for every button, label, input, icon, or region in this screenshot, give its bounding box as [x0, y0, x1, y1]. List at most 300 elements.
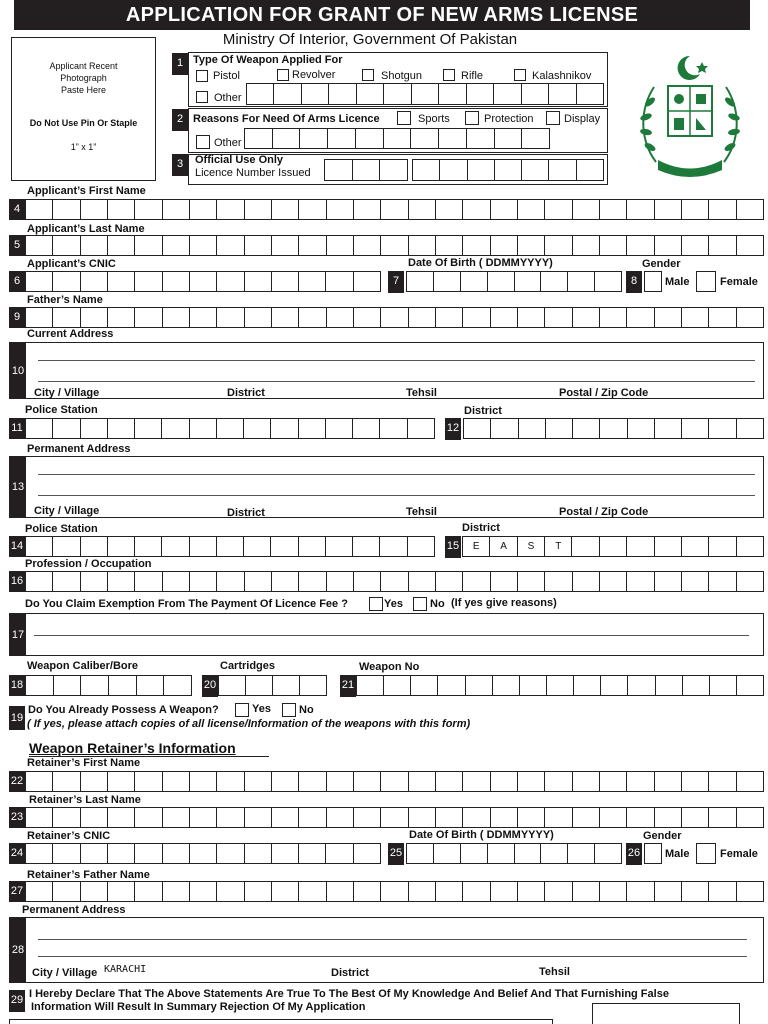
char-cell[interactable]	[627, 308, 654, 327]
char-cell[interactable]	[655, 572, 682, 591]
retainer-first-name-input[interactable]	[25, 771, 764, 792]
char-cell[interactable]	[436, 200, 463, 219]
weapon-no-input[interactable]	[356, 675, 764, 696]
char-cell[interactable]	[600, 419, 627, 438]
char-cell[interactable]	[463, 808, 490, 827]
char-cell[interactable]	[682, 772, 709, 791]
cartridges-input[interactable]	[218, 675, 327, 696]
char-cell[interactable]	[81, 537, 108, 556]
char-cell[interactable]	[245, 844, 272, 863]
char-cell[interactable]	[683, 676, 710, 695]
char-cell[interactable]	[573, 772, 600, 791]
char-cell[interactable]	[163, 844, 190, 863]
char-cell[interactable]	[26, 200, 53, 219]
retainer-male-checkbox[interactable]	[644, 843, 662, 864]
char-cell[interactable]	[682, 308, 709, 327]
char-cell[interactable]	[327, 882, 354, 901]
applicant-name-box[interactable]	[9, 1019, 553, 1024]
char-cell[interactable]	[655, 236, 682, 255]
char-cell[interactable]	[381, 808, 408, 827]
char-cell[interactable]	[137, 676, 165, 695]
char-cell[interactable]	[326, 419, 353, 438]
char-cell[interactable]	[299, 308, 326, 327]
char-cell[interactable]	[434, 844, 461, 863]
char-cell[interactable]	[244, 537, 271, 556]
char-cell[interactable]	[81, 808, 108, 827]
char-cell[interactable]	[245, 882, 272, 901]
char-cell[interactable]	[655, 308, 682, 327]
char-cell[interactable]	[163, 200, 190, 219]
char-cell[interactable]	[409, 808, 436, 827]
char-cell[interactable]	[682, 808, 709, 827]
char-cell[interactable]	[217, 772, 244, 791]
char-cell[interactable]	[108, 572, 135, 591]
char-cell[interactable]	[299, 572, 326, 591]
char-cell[interactable]	[53, 844, 80, 863]
char-cell[interactable]	[327, 236, 354, 255]
char-cell[interactable]	[545, 200, 572, 219]
char-cell[interactable]	[491, 236, 518, 255]
char-cell[interactable]	[656, 676, 683, 695]
char-cell[interactable]	[709, 419, 736, 438]
char-cell[interactable]	[380, 419, 407, 438]
char-cell[interactable]	[709, 308, 736, 327]
char-cell[interactable]	[244, 419, 271, 438]
char-cell[interactable]	[326, 844, 353, 863]
char-cell[interactable]	[682, 537, 709, 556]
cnic-input[interactable]	[25, 271, 381, 292]
char-cell[interactable]	[245, 572, 272, 591]
char-cell[interactable]	[26, 419, 53, 438]
char-cell[interactable]	[217, 419, 244, 438]
char-cell[interactable]	[245, 808, 272, 827]
char-cell[interactable]	[53, 419, 80, 438]
char-cell[interactable]	[135, 772, 162, 791]
char-cell[interactable]	[709, 236, 736, 255]
char-cell[interactable]	[26, 572, 53, 591]
char-cell[interactable]	[491, 772, 518, 791]
char-cell[interactable]	[108, 308, 135, 327]
char-cell[interactable]	[573, 808, 600, 827]
char-cell[interactable]	[272, 882, 299, 901]
char-cell[interactable]	[574, 676, 601, 695]
char-cell[interactable]	[327, 308, 354, 327]
char-cell[interactable]	[520, 676, 547, 695]
char-cell[interactable]	[488, 844, 515, 863]
char-cell[interactable]	[135, 308, 162, 327]
char-cell[interactable]	[353, 537, 380, 556]
char-cell[interactable]	[108, 236, 135, 255]
char-cell[interactable]	[135, 419, 162, 438]
char-cell[interactable]	[515, 272, 542, 291]
char-cell[interactable]	[709, 200, 736, 219]
char-cell[interactable]	[709, 808, 736, 827]
char-cell[interactable]	[436, 772, 463, 791]
profession-input[interactable]	[25, 571, 764, 592]
char-cell[interactable]	[299, 200, 326, 219]
char-cell[interactable]	[217, 537, 244, 556]
police-station-input[interactable]	[25, 418, 435, 439]
retainer-father-name-input[interactable]	[25, 881, 764, 902]
char-cell[interactable]	[81, 572, 108, 591]
pistol-checkbox[interactable]	[196, 70, 208, 82]
char-cell[interactable]	[108, 882, 135, 901]
char-cell[interactable]	[26, 844, 53, 863]
char-cell[interactable]	[655, 882, 682, 901]
char-cell[interactable]	[135, 572, 162, 591]
exemption-no-checkbox[interactable]	[413, 597, 427, 611]
char-cell[interactable]	[655, 772, 682, 791]
char-cell[interactable]	[135, 200, 162, 219]
char-cell[interactable]	[709, 772, 736, 791]
char-cell[interactable]	[628, 419, 655, 438]
char-cell[interactable]	[519, 419, 546, 438]
char-cell[interactable]	[737, 200, 763, 219]
char-cell[interactable]	[655, 200, 682, 219]
permanent-police-district-input[interactable]	[462, 536, 764, 557]
char-cell[interactable]	[491, 308, 518, 327]
char-cell[interactable]: S	[518, 537, 545, 556]
char-cell[interactable]	[81, 272, 108, 291]
char-cell[interactable]	[655, 808, 682, 827]
permanent-police-station-input[interactable]	[25, 536, 435, 557]
char-cell[interactable]	[272, 236, 299, 255]
char-cell[interactable]	[488, 272, 515, 291]
char-cell[interactable]	[26, 772, 53, 791]
char-cell[interactable]	[299, 419, 326, 438]
char-cell[interactable]	[409, 882, 436, 901]
char-cell[interactable]	[299, 772, 326, 791]
char-cell[interactable]	[217, 200, 244, 219]
char-cell[interactable]	[545, 808, 572, 827]
char-cell[interactable]	[518, 882, 545, 901]
last-name-input[interactable]	[25, 235, 764, 256]
char-cell[interactable]	[354, 236, 381, 255]
char-cell[interactable]	[245, 236, 272, 255]
char-cell[interactable]	[407, 272, 434, 291]
char-cell[interactable]	[53, 236, 80, 255]
char-cell[interactable]	[190, 537, 217, 556]
char-cell[interactable]	[217, 308, 244, 327]
char-cell[interactable]	[600, 808, 627, 827]
char-cell[interactable]	[163, 236, 190, 255]
char-cell[interactable]	[409, 572, 436, 591]
char-cell[interactable]	[408, 419, 434, 438]
char-cell[interactable]	[384, 676, 411, 695]
retainer-female-checkbox[interactable]	[696, 843, 716, 864]
dob-input[interactable]	[406, 271, 622, 292]
char-cell[interactable]	[491, 808, 518, 827]
father-name-input[interactable]	[25, 307, 764, 328]
char-cell[interactable]	[217, 236, 244, 255]
permanent-address-box[interactable]	[9, 456, 764, 518]
char-cell[interactable]	[627, 882, 654, 901]
char-cell[interactable]	[546, 419, 573, 438]
char-cell[interactable]: A	[490, 537, 517, 556]
char-cell[interactable]	[217, 844, 244, 863]
char-cell[interactable]	[381, 236, 408, 255]
char-cell[interactable]	[737, 537, 763, 556]
char-cell[interactable]	[109, 676, 137, 695]
char-cell[interactable]	[461, 272, 488, 291]
char-cell[interactable]	[245, 200, 272, 219]
rifle-checkbox[interactable]	[443, 69, 455, 81]
char-cell[interactable]	[436, 308, 463, 327]
char-cell[interactable]	[682, 236, 709, 255]
char-cell[interactable]	[163, 272, 190, 291]
char-cell[interactable]	[190, 882, 217, 901]
caliber-input[interactable]	[25, 675, 192, 696]
char-cell[interactable]	[464, 419, 491, 438]
possess-yes-checkbox[interactable]	[235, 703, 249, 717]
char-cell[interactable]	[81, 419, 108, 438]
reason-other-checkbox[interactable]	[196, 135, 210, 149]
char-cell[interactable]	[354, 772, 381, 791]
male-checkbox[interactable]	[644, 271, 662, 292]
current-address-box[interactable]	[9, 342, 764, 399]
char-cell[interactable]	[299, 882, 326, 901]
char-cell[interactable]	[655, 537, 682, 556]
char-cell[interactable]	[163, 808, 190, 827]
signature-box[interactable]	[592, 1003, 740, 1024]
char-cell[interactable]	[436, 882, 463, 901]
possess-no-checkbox[interactable]	[282, 703, 296, 717]
char-cell[interactable]	[108, 844, 135, 863]
char-cell[interactable]	[709, 882, 736, 901]
char-cell[interactable]	[434, 272, 461, 291]
char-cell[interactable]	[219, 676, 246, 695]
char-cell[interactable]	[573, 308, 600, 327]
char-cell[interactable]	[272, 272, 299, 291]
char-cell[interactable]	[627, 236, 654, 255]
char-cell[interactable]	[628, 676, 655, 695]
char-cell[interactable]	[545, 308, 572, 327]
char-cell[interactable]	[26, 537, 53, 556]
char-cell[interactable]	[682, 572, 709, 591]
char-cell[interactable]	[53, 200, 80, 219]
char-cell[interactable]	[572, 537, 599, 556]
char-cell[interactable]	[190, 236, 217, 255]
char-cell[interactable]	[463, 772, 490, 791]
char-cell[interactable]	[190, 200, 217, 219]
char-cell[interactable]	[600, 236, 627, 255]
weapon-other-checkbox[interactable]	[196, 91, 208, 103]
licence-number-input-b[interactable]	[412, 159, 604, 181]
kalashnikov-checkbox[interactable]	[514, 69, 526, 81]
char-cell[interactable]	[163, 772, 190, 791]
char-cell[interactable]	[81, 844, 108, 863]
retainer-city-value[interactable]: KARACHI	[104, 964, 147, 975]
female-checkbox[interactable]	[696, 271, 716, 292]
char-cell[interactable]	[709, 572, 736, 591]
char-cell[interactable]	[135, 844, 162, 863]
char-cell[interactable]	[463, 200, 490, 219]
char-cell[interactable]	[600, 200, 627, 219]
char-cell[interactable]	[438, 676, 465, 695]
char-cell[interactable]	[300, 676, 326, 695]
char-cell[interactable]	[163, 572, 190, 591]
char-cell[interactable]	[627, 808, 654, 827]
char-cell[interactable]	[682, 882, 709, 901]
char-cell[interactable]	[545, 572, 572, 591]
char-cell[interactable]	[26, 308, 53, 327]
char-cell[interactable]	[463, 882, 490, 901]
char-cell[interactable]	[299, 844, 326, 863]
char-cell[interactable]	[547, 676, 574, 695]
char-cell[interactable]	[81, 308, 108, 327]
char-cell[interactable]	[407, 844, 434, 863]
char-cell[interactable]	[710, 676, 737, 695]
char-cell[interactable]	[135, 808, 162, 827]
char-cell[interactable]	[411, 676, 438, 695]
char-cell[interactable]	[326, 272, 353, 291]
char-cell[interactable]	[81, 236, 108, 255]
char-cell[interactable]	[541, 272, 568, 291]
shotgun-checkbox[interactable]	[362, 69, 374, 81]
char-cell[interactable]	[81, 200, 108, 219]
char-cell[interactable]	[190, 844, 217, 863]
weapon-other-input[interactable]	[246, 83, 604, 105]
char-cell[interactable]	[26, 272, 53, 291]
char-cell[interactable]	[354, 882, 381, 901]
char-cell[interactable]	[518, 200, 545, 219]
char-cell[interactable]	[299, 808, 326, 827]
char-cell[interactable]	[327, 808, 354, 827]
char-cell[interactable]	[655, 419, 682, 438]
char-cell[interactable]: E	[463, 537, 490, 556]
char-cell[interactable]	[53, 537, 80, 556]
char-cell[interactable]	[190, 272, 217, 291]
char-cell[interactable]	[327, 200, 354, 219]
char-cell[interactable]	[135, 236, 162, 255]
char-cell[interactable]	[491, 572, 518, 591]
char-cell[interactable]	[595, 844, 621, 863]
char-cell[interactable]	[436, 808, 463, 827]
char-cell[interactable]	[737, 772, 763, 791]
char-cell[interactable]	[26, 882, 53, 901]
char-cell[interactable]	[162, 537, 189, 556]
char-cell[interactable]	[600, 572, 627, 591]
char-cell[interactable]	[601, 676, 628, 695]
char-cell[interactable]	[190, 772, 217, 791]
char-cell[interactable]	[573, 200, 600, 219]
char-cell[interactable]	[354, 200, 381, 219]
char-cell[interactable]	[190, 308, 217, 327]
char-cell[interactable]	[627, 772, 654, 791]
char-cell[interactable]	[518, 236, 545, 255]
char-cell[interactable]	[409, 236, 436, 255]
char-cell[interactable]	[217, 572, 244, 591]
char-cell[interactable]	[245, 272, 272, 291]
char-cell[interactable]	[568, 844, 595, 863]
char-cell[interactable]	[568, 272, 595, 291]
char-cell[interactable]	[26, 808, 53, 827]
char-cell[interactable]	[595, 272, 621, 291]
char-cell[interactable]	[518, 572, 545, 591]
retainer-dob-input[interactable]	[406, 843, 622, 864]
char-cell[interactable]	[354, 844, 380, 863]
retainer-cnic-input[interactable]	[25, 843, 381, 864]
char-cell[interactable]	[327, 772, 354, 791]
char-cell[interactable]	[380, 537, 407, 556]
char-cell[interactable]	[737, 308, 763, 327]
licence-number-input-a[interactable]	[324, 159, 408, 181]
char-cell[interactable]	[163, 308, 190, 327]
char-cell[interactable]	[272, 200, 299, 219]
char-cell[interactable]	[491, 882, 518, 901]
first-name-input[interactable]	[25, 199, 764, 220]
char-cell[interactable]	[271, 537, 298, 556]
char-cell[interactable]	[737, 572, 763, 591]
char-cell[interactable]	[709, 537, 736, 556]
char-cell[interactable]	[299, 272, 326, 291]
char-cell[interactable]	[299, 537, 326, 556]
char-cell[interactable]	[573, 236, 600, 255]
police-district-input[interactable]	[463, 418, 764, 439]
char-cell[interactable]	[353, 419, 380, 438]
char-cell[interactable]	[271, 419, 298, 438]
protection-checkbox[interactable]	[465, 111, 479, 125]
char-cell[interactable]	[162, 419, 189, 438]
sports-checkbox[interactable]	[397, 111, 411, 125]
char-cell[interactable]	[600, 537, 627, 556]
char-cell[interactable]	[108, 272, 135, 291]
char-cell[interactable]	[573, 882, 600, 901]
char-cell[interactable]	[518, 808, 545, 827]
char-cell[interactable]	[409, 308, 436, 327]
char-cell[interactable]	[163, 882, 190, 901]
char-cell[interactable]	[737, 236, 763, 255]
char-cell[interactable]	[541, 844, 568, 863]
display-checkbox[interactable]	[546, 111, 560, 125]
photo-box[interactable]	[11, 37, 156, 181]
char-cell[interactable]	[354, 308, 381, 327]
char-cell[interactable]	[164, 676, 191, 695]
char-cell[interactable]	[135, 537, 162, 556]
char-cell[interactable]	[217, 882, 244, 901]
char-cell[interactable]	[245, 772, 272, 791]
char-cell[interactable]	[381, 882, 408, 901]
char-cell[interactable]	[272, 772, 299, 791]
char-cell[interactable]	[273, 676, 300, 695]
char-cell[interactable]	[737, 808, 763, 827]
char-cell[interactable]	[299, 236, 326, 255]
char-cell[interactable]	[53, 272, 80, 291]
char-cell[interactable]	[463, 308, 490, 327]
char-cell[interactable]	[381, 772, 408, 791]
char-cell[interactable]	[381, 200, 408, 219]
char-cell[interactable]	[515, 844, 542, 863]
char-cell[interactable]	[491, 419, 518, 438]
revolver-checkbox[interactable]	[277, 69, 289, 81]
char-cell[interactable]	[190, 419, 217, 438]
char-cell[interactable]	[627, 572, 654, 591]
char-cell[interactable]	[53, 772, 80, 791]
char-cell[interactable]	[53, 882, 80, 901]
char-cell[interactable]	[545, 882, 572, 901]
char-cell[interactable]	[737, 882, 763, 901]
char-cell[interactable]	[81, 882, 108, 901]
char-cell[interactable]	[108, 772, 135, 791]
char-cell[interactable]	[190, 808, 217, 827]
char-cell[interactable]	[737, 676, 763, 695]
reason-other-input[interactable]	[244, 128, 550, 149]
char-cell[interactable]	[246, 676, 273, 695]
char-cell[interactable]	[53, 572, 80, 591]
char-cell[interactable]	[381, 572, 408, 591]
char-cell[interactable]	[627, 537, 654, 556]
char-cell[interactable]	[53, 808, 80, 827]
